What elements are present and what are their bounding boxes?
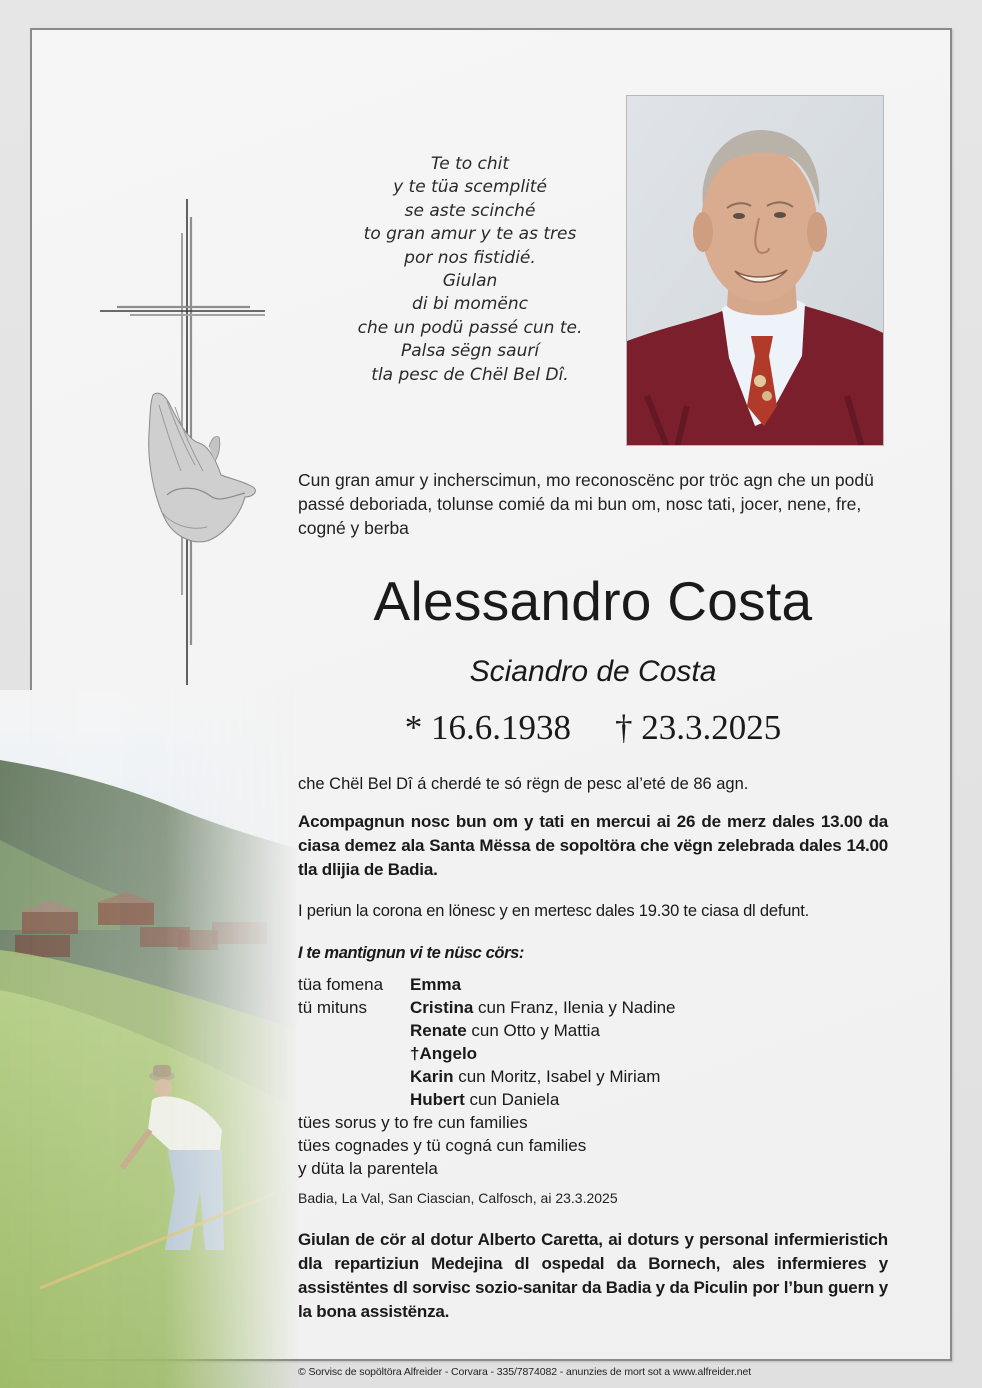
poem-line: Giulan bbox=[442, 271, 498, 292]
mourner-relation bbox=[298, 1065, 410, 1088]
landscape-photo bbox=[0, 690, 300, 1388]
mourner-extra bbox=[298, 1111, 898, 1134]
birth-date: * 16.6.1938 bbox=[404, 708, 571, 747]
mourner-row bbox=[298, 1065, 898, 1088]
place-date: Badia, La Val, San Ciascian, Calfosch, ai 23.3.2025 bbox=[298, 1190, 618, 1206]
mourner-name: Cristina bbox=[410, 998, 474, 1017]
mourner-row bbox=[298, 1019, 898, 1042]
mourner-row bbox=[298, 1088, 898, 1111]
funeral-text: Acompagnun nosc bun om y tati en mercui ai 26 de merz dales 13.00 da ciasa demez ala Santa Mëssa de sopoltöra che vëgn zelebrada dales 14.00 tla dlijia de Badia. bbox=[298, 812, 888, 879]
poem-line: y te tüa scemplité bbox=[393, 177, 547, 198]
poem-line: che un podü passé cun te. bbox=[357, 317, 583, 338]
mourner-name: Hubert bbox=[410, 1090, 465, 1109]
cross-with-praying-hands-icon bbox=[95, 195, 265, 690]
mourner-row bbox=[298, 973, 898, 996]
mourner-relation: tü mituns bbox=[298, 998, 367, 1017]
mourner-extra-text: y düta la parentela bbox=[298, 1159, 438, 1178]
poem-line: se aste scinché bbox=[404, 200, 536, 221]
poem-line: to gran amur y te as tres bbox=[363, 224, 577, 245]
portrait-photo bbox=[626, 95, 884, 446]
mourner-family: cun Moritz, Isabel y Miriam bbox=[453, 1067, 661, 1086]
mourner-row bbox=[298, 1042, 898, 1065]
mourner-family: cun Franz, Ilenia y Nadine bbox=[473, 998, 676, 1017]
poem-line: Te to chit bbox=[430, 154, 510, 174]
poem-line: Palsa sëgn saurí bbox=[400, 341, 540, 362]
intro-text: Cun gran amur y incherscimun, mo reconoscënc por tröc agn che un podü passé deboriada, tolunse comié da mi bun om, nosc tati, jocer, nene, fre, cogné y berba bbox=[298, 470, 874, 538]
mourner-relation bbox=[298, 1042, 410, 1065]
poem-line: di bi momënc bbox=[412, 294, 528, 315]
deceased-nickname: Sciandro de Costa bbox=[469, 655, 717, 688]
mourner-relation bbox=[298, 1019, 410, 1042]
deceased-name: Alessandro Costa bbox=[373, 570, 813, 632]
mourner-name: Renate bbox=[410, 1021, 467, 1040]
footer-credit: © Sorvisc de sopöltöra Alfreider - Corvara - 335/7874082 - anunzies de mort sot a www.alfreider.net bbox=[298, 1366, 752, 1378]
mourners-list bbox=[298, 973, 898, 1180]
poem bbox=[330, 153, 610, 387]
mourner-family: cun Otto y Mattia bbox=[466, 1021, 600, 1040]
mourner-name: †Angelo bbox=[410, 1044, 478, 1063]
thanks-text: Giulan de cör al dotur Alberto Caretta, ai doturs y personal infermieristich dla repartiziun Medejina dl ospedal da Bornech, ales infermieres y assistëntes dl sorvisc sozio-sanitar da Badia y da Piculin por l’bun guern y la bona assistënza. bbox=[298, 1230, 888, 1321]
mourner-extra bbox=[298, 1157, 898, 1180]
mourner-relation: tüa fomena bbox=[298, 975, 384, 994]
wake-text: I periun la corona en lönesc y en mertesc dales 19.30 te ciasa dl defunt. bbox=[298, 902, 809, 920]
mourners-title: I te mantignun vi te nüsc cörs: bbox=[298, 944, 524, 962]
mourner-extra-text: tües sorus y to fre cun families bbox=[298, 1113, 528, 1132]
mourner-extra-text: tües cognades y tü cogná cun families bbox=[298, 1136, 587, 1155]
mourner-row bbox=[298, 996, 898, 1019]
mourner-relation bbox=[298, 1088, 410, 1111]
poem-line: tla pesc de Chël Bel Dî. bbox=[371, 364, 569, 385]
poem-line: por nos fistidié. bbox=[404, 247, 536, 268]
mourner-name: Karin bbox=[410, 1067, 454, 1086]
life-dates bbox=[298, 706, 888, 750]
mourner-family: cun Daniela bbox=[464, 1090, 560, 1109]
mourner-extra bbox=[298, 1134, 898, 1157]
mourner-name: Emma bbox=[410, 975, 462, 994]
death-date: † 23.3.2025 bbox=[615, 708, 782, 747]
age-text: che Chël Bel Dî á cherdé te só rëgn de pesc al’eté de 86 agn. bbox=[298, 775, 749, 793]
